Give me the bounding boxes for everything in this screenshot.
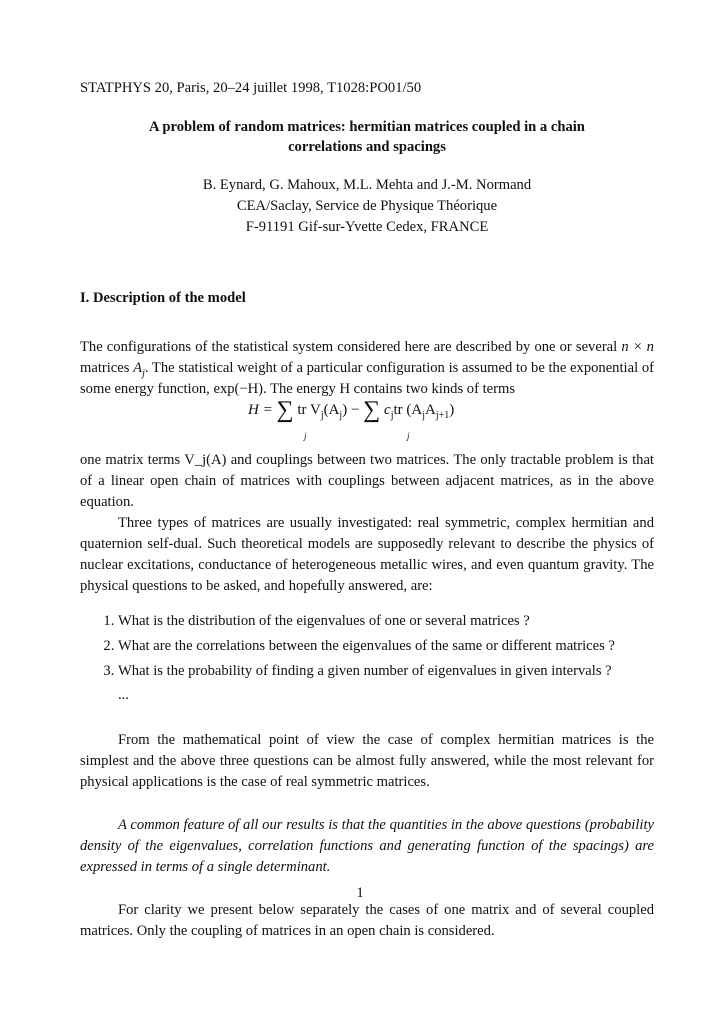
author-block (80, 175, 654, 238)
questions-list (80, 611, 654, 682)
eq-term2: c (384, 402, 391, 418)
list-item: 3. What is the probability of finding a given number of eigenvalues in given intervals ? (118, 661, 654, 682)
sum-symbol-1: ∑ (276, 397, 294, 423)
eq-term1: tr V (297, 402, 321, 418)
paragraph-intro-a: The configurations of the statistical system considered here are described by one or several (80, 339, 618, 355)
paragraph-mathematical: From the mathematical point of view the case of complex hermitian matrices is the simplest and the above three questions can be almost fully answered, while the most relevant for physical applications is the case of real symmetric matrices. (80, 732, 654, 790)
energy-equation (80, 397, 654, 441)
equation-body: H = ∑ tr $V_j(A_j)$ − ∑ $c_jtr$ $(A_jA_{j+1})$ j j (248, 400, 454, 421)
sum-index-2: j (407, 431, 410, 441)
sum-symbol-2: ∑ (363, 397, 381, 423)
author-names: B. Eynard, G. Mahoux, M.L. Mehta and J.-M. Normand (202, 177, 532, 193)
matrix-size: n × n (621, 339, 654, 355)
paragraph-one-matrix: one matrix terms V_j(A) and couplings between two matrices. The only tractable problem is that of a linear open chain of matrices with couplings between adjacent matrices, as in the above equation. (80, 452, 654, 510)
list-item: 2. What are the correlations between the eigenvalues of the same or different matrices ? (118, 636, 654, 657)
eq-lhs: H = (248, 402, 273, 418)
paragraph-intro (80, 337, 654, 400)
paragraph-intro-b-pre: matrices (80, 360, 134, 376)
eq-term2-tr: tr (A (393, 402, 423, 418)
conference-line: STATPHYS 20, Paris, 20–24 juillet 1998, T1028:PO01/50 (80, 80, 422, 96)
page-body (80, 78, 654, 942)
paragraph-intro-b-post: . The statistical weight of a particular configuration is assumed to be the exponential of some energy function, exp(−H). The energy H contains two kinds of terms (80, 360, 654, 397)
paragraph-clarity: For clarity we present below separately the cases of one matrix and of several coupled matrices. Only the coupling of matrices in an open chain is considered. (80, 902, 654, 939)
list-item: 1. What is the distribution of the eigenvalues of one or several matrices ? (118, 611, 654, 632)
author-affiliation: CEA/Saclay, Service de Physique Théorique (236, 198, 498, 214)
author-address: F-91191 Gif-sur-Yvette Cedex, FRANCE (245, 219, 489, 235)
list-ellipsis: ... (118, 687, 129, 703)
title-line-1: A problem of random matrices: hermitian matrices coupled in a chain (149, 119, 585, 135)
paragraph-common-feature: A common feature of all our results is that the quantities in the above questions (probability density of the eigenvalues, correlation functions and generating function of the spacings) are expressed in terms of a single determinant. (80, 817, 654, 875)
paragraph-types: Three types of matrices are usually investigated: real symmetric, complex hermitian and quaternion self-dual. Such theoretical models are supposedly relevant to describe the physics of nuclear excitations, conductance of heterogeneous metallic wires, and even quantum gravity. The physical questions to be asked, and hopefully answered, are: (80, 515, 654, 594)
sum-index-1: j (304, 431, 307, 441)
eq-term1-arg: (A (323, 402, 340, 418)
title-line-2: correlations and spacings (288, 139, 446, 155)
eq-minus: − (350, 402, 360, 418)
section-heading: I. Description of the model (80, 290, 246, 306)
page-number: 1 (356, 885, 364, 901)
paper-title (80, 117, 654, 157)
matrix-symbol: $A_j$ (133, 360, 145, 379)
